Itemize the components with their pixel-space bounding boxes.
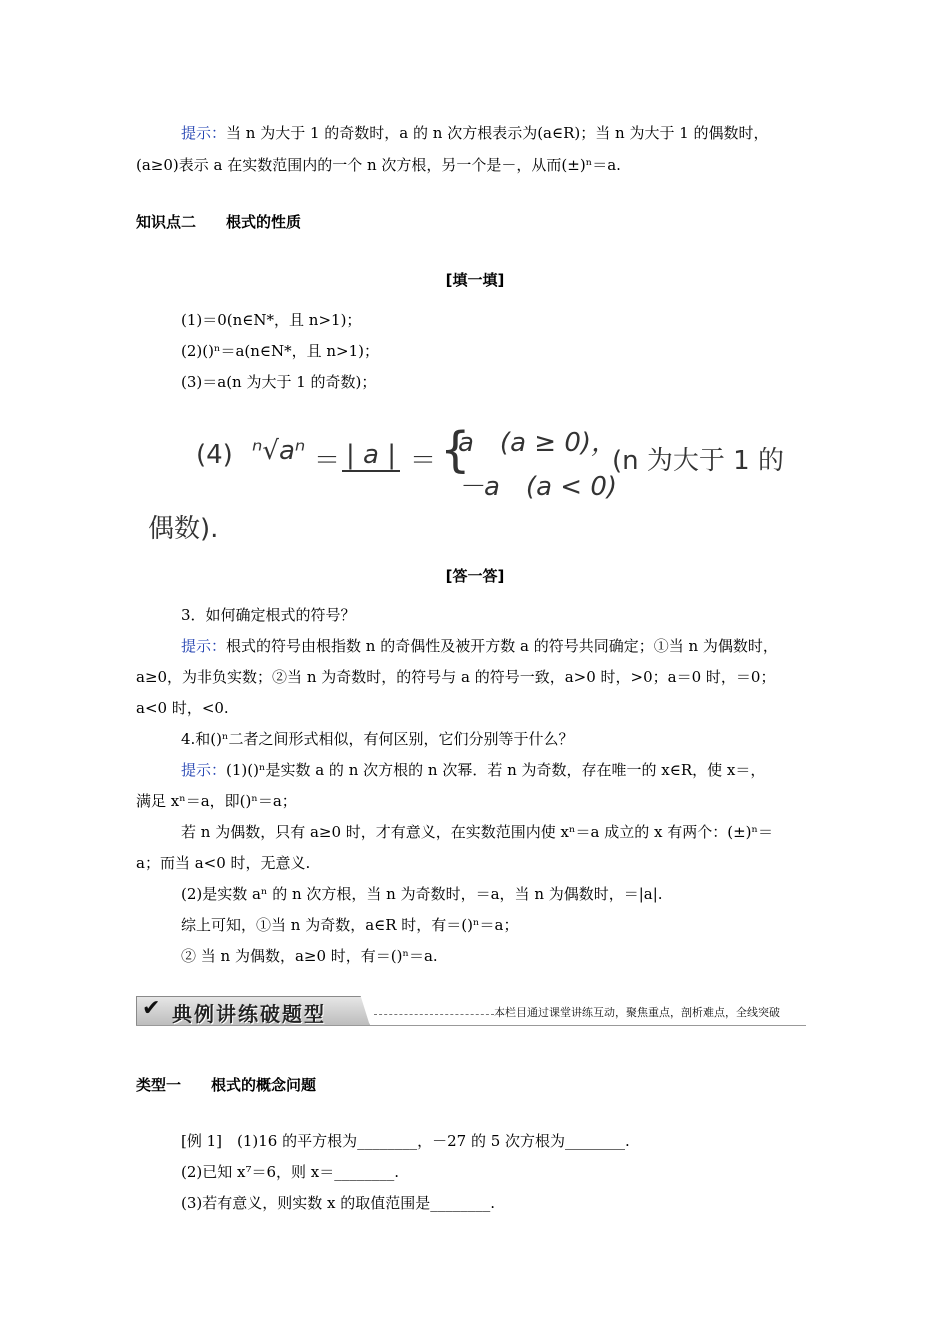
banner-dash-divider — [374, 1014, 494, 1015]
q4-line1 — [181, 760, 765, 780]
q4-label: 提示： — [181, 761, 227, 779]
check-icon: ✔ — [142, 996, 161, 1021]
q4-text1: (1)()ⁿ是实数 a 的 n 次方根的 n 次幂．若 n 为奇数，存在唯一的 x∈R，使 x＝， — [226, 761, 766, 779]
formula-eq1: ＝ — [314, 446, 341, 476]
q4-line7: ② 当 n 为偶数，a≥0 时，有＝()ⁿ＝a. — [181, 947, 438, 965]
banner-rule — [136, 1025, 806, 1026]
fill-item-2: (2)()ⁿ＝a(n∈N*，且 n>1)； — [181, 342, 380, 360]
formula-radical: ⁿ√aⁿ — [252, 436, 306, 466]
fill-item-1: (1)＝0(n∈N*，且 n>1)； — [181, 311, 362, 329]
q3-text1: 根式的符号由根指数 n 的奇偶性及被开方数 a 的符号共同确定；①当 n 为偶数时， — [226, 637, 778, 655]
example1-line3: (3)若有意义，则实数 x 的取值范围是________. — [181, 1194, 496, 1212]
banner-note: 本栏目通过课堂讲练互动，聚焦重点，剖析难点，全线突破 — [494, 1006, 780, 1019]
formula-tail: 偶数). — [148, 514, 219, 544]
section-banner — [136, 996, 806, 1026]
hint1-label: 提示： — [181, 124, 227, 142]
banner-title: 典例讲练破题型 — [172, 1002, 326, 1026]
q4-line2: 满足 xⁿ＝a，即()ⁿ＝a； — [136, 792, 297, 810]
type1-title: 类型一 根式的概念问题 — [136, 1076, 317, 1094]
example1-line1: [例 1] (1)16 的平方根为________，－27 的 5 次方根为________. — [181, 1132, 630, 1150]
q3-line2: a≥0，为非负实数；②当 n 为奇数时，的符号与 a 的符号一致，a>0 时，>0；a＝0 时，＝0； — [136, 668, 776, 686]
formula-prefix: (4) — [196, 440, 233, 470]
fill-title: [填一填] — [445, 271, 505, 289]
section2-title: 知识点二 根式的性质 — [136, 213, 302, 231]
hint1-text1: 当 n 为大于 1 的奇数时，a 的 n 次方根表示为(a∈R)；当 n 为大于 1 的偶数时， — [226, 124, 769, 142]
formula-eq2: ＝ — [410, 446, 437, 476]
formula-case1: a (a ≥ 0)， — [458, 428, 618, 458]
example1-line2: (2)已知 x⁷＝6，则 x＝________. — [181, 1163, 400, 1181]
q3-label: 提示： — [181, 637, 227, 655]
formula-brace: { — [440, 422, 471, 478]
hint1-line2: (a≥0)表示 a 在实数范围内的一个 n 次方根，另一个是－，从而(±)ⁿ＝a. — [136, 156, 621, 174]
q4-line6: 综上可知，①当 n 为奇数，a∈R 时，有＝()ⁿ＝a； — [181, 916, 519, 934]
q4-line4: a；而当 a<0 时，无意义. — [136, 854, 311, 872]
answer-title: [答一答] — [445, 567, 505, 585]
q4-line5: (2)是实数 aⁿ 的 n 次方根，当 n 为奇数时，＝a，当 n 为偶数时，＝|a|. — [181, 885, 663, 903]
q3-line1 — [181, 636, 778, 656]
hint1-line1 — [181, 123, 769, 143]
formula-abs: | a | — [342, 440, 400, 472]
q4-question: 4.和()ⁿ二者之间形式相似，有何区别，它们分别等于什么？ — [181, 730, 574, 748]
formula-case2: －a (a < 0) — [458, 472, 618, 502]
formula-suffix: (n 为大于 1 的 — [612, 446, 784, 476]
fill-item-3: (3)＝a(n 为大于 1 的奇数)； — [181, 373, 377, 391]
q3-line3: a<0 时，<0. — [136, 699, 229, 717]
q4-line3: 若 n 为偶数，只有 a≥0 时，才有意义，在实数范围内使 xⁿ＝a 成立的 x 有两个：(±)ⁿ＝ — [181, 823, 773, 841]
q3-question: 3．如何确定根式的符号？ — [181, 606, 356, 624]
